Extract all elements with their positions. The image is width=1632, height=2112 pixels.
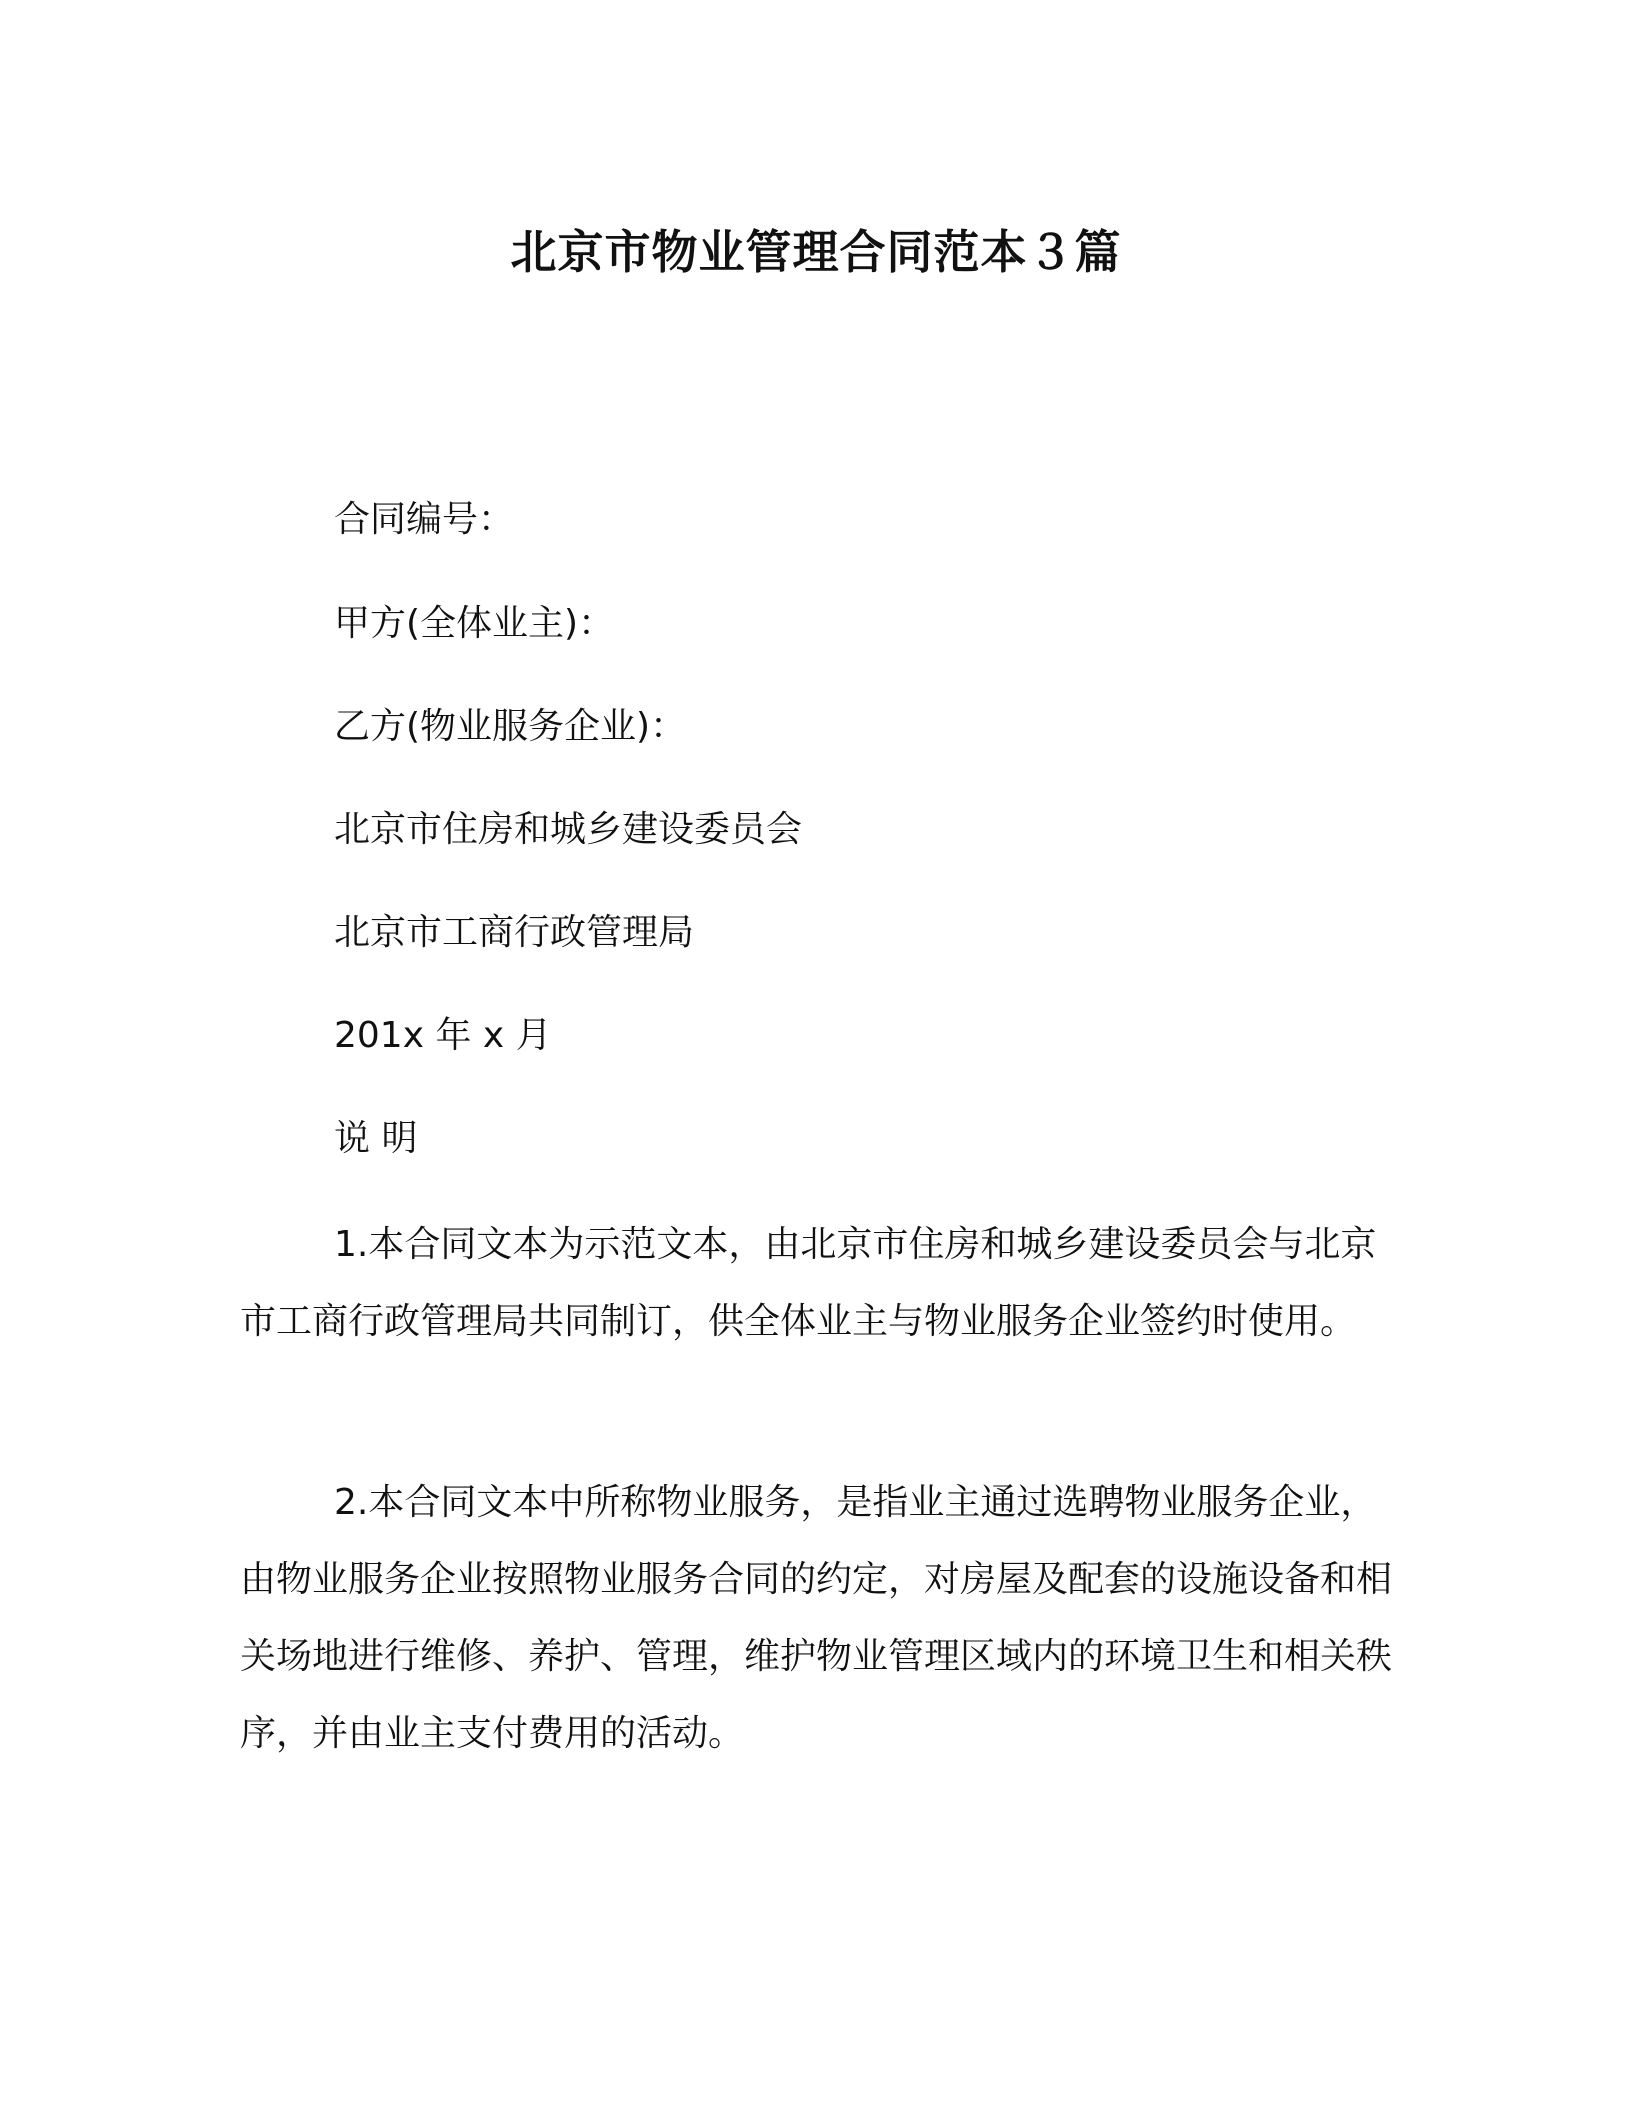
party-b-label: 乙方(物业服务企业)： (334, 706, 687, 747)
explanation-paragraph-2: 2.本合同文本中所称物业服务，是指业主通过选聘物业服务企业，由物业服务企业按照物业服务合同的约定，对房屋及配套的设施设备和相关场地进行维修、养护、管理，维护物业管理区域内的环境卫生和相关秩序，并由业主支付费用的活动。 (240, 1482, 1393, 1754)
issuer-housing-committee: 北京市住房和城乡建设委员会 (334, 809, 803, 850)
contract-number-label: 合同编号： (334, 499, 515, 540)
issue-date: 201x 年 x 月 (334, 1015, 552, 1056)
issuer-industry-commerce-bureau: 北京市工商行政管理局 (334, 912, 695, 953)
document-title: 北京市物业管理合同范本３篇 (510, 225, 1122, 279)
explanation-heading: 说 明 (334, 1118, 418, 1159)
party-a-label: 甲方(全体业主)： (334, 603, 615, 644)
explanation-paragraph-1: 1.本合同文本为示范文本，由北京市住房和城乡建设委员会与北京市工商行政管理局共同制订，供全体业主与物业服务企业签约时使用。 (240, 1224, 1377, 1342)
